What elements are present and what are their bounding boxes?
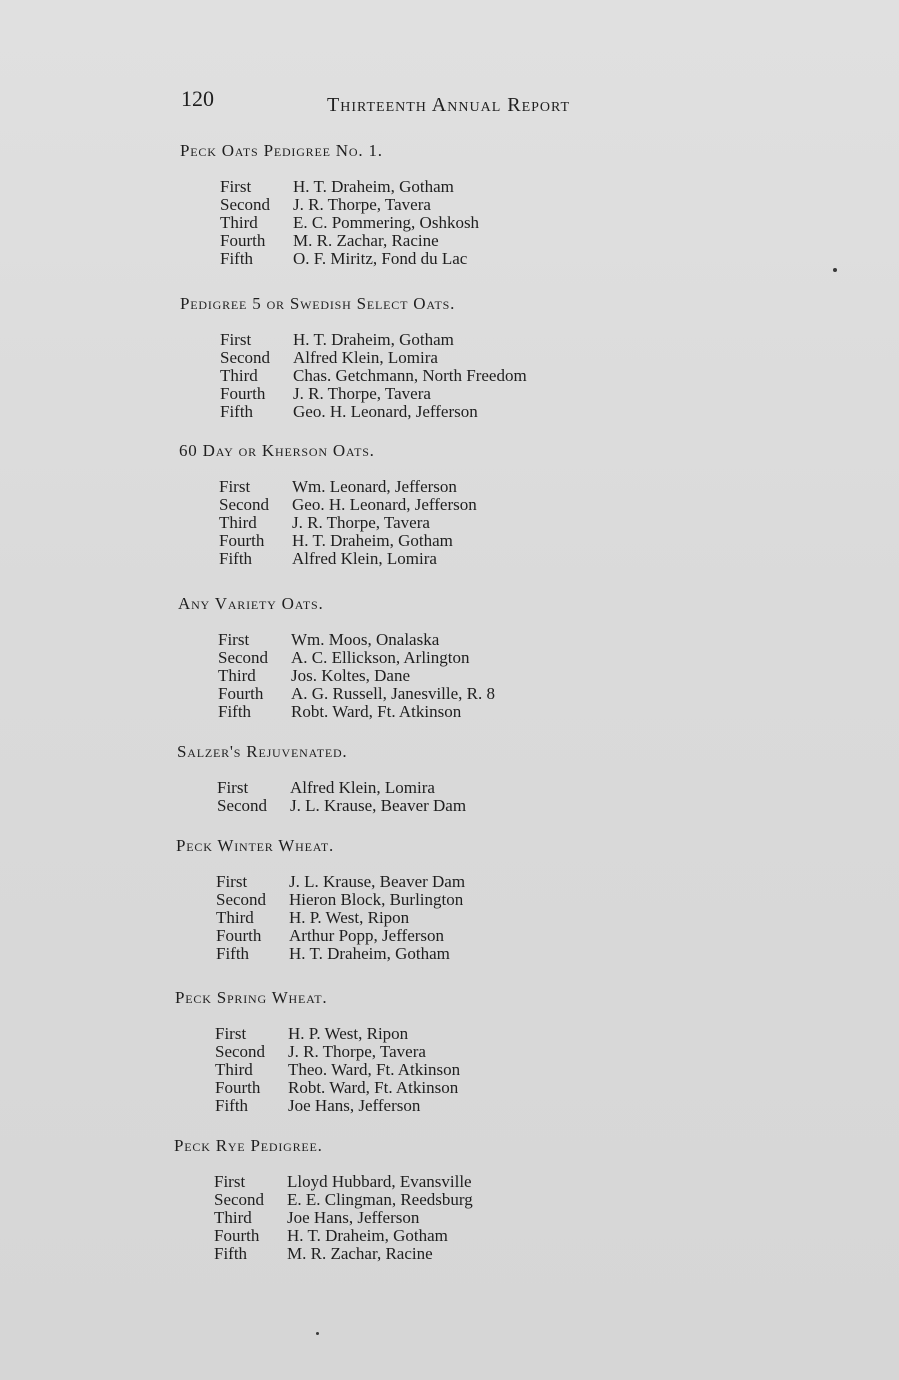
award-entry <box>174 1227 694 1245</box>
place-label: Third <box>215 1060 253 1079</box>
section-title: Salzer's Rejuvenated. <box>177 742 348 761</box>
award-entry <box>178 667 698 685</box>
winner-name: Robt. Ward, Ft. Atkinson <box>291 702 462 721</box>
award-section <box>179 439 699 568</box>
place-label: Second <box>219 495 270 514</box>
award-entry <box>180 250 700 268</box>
winner-name: H. T. Draheim, Gotham <box>293 177 454 196</box>
award-entry <box>179 496 699 514</box>
section-title: Peck Rye Pedigree. <box>174 1136 323 1155</box>
place-label: Third <box>220 213 258 232</box>
place-label: Third <box>218 666 256 685</box>
award-entry <box>180 385 700 403</box>
winner-name: H. T. Draheim, Gotham <box>289 944 450 963</box>
award-entry <box>179 514 699 532</box>
award-list <box>174 1173 694 1263</box>
award-list <box>179 478 699 568</box>
award-entry <box>176 873 696 891</box>
winner-name: Theo. Ward, Ft. Atkinson <box>288 1060 461 1079</box>
award-section <box>180 292 700 421</box>
place-label: First <box>214 1172 246 1191</box>
winner-name: Arthur Popp, Jefferson <box>289 926 445 945</box>
award-entry <box>174 1209 694 1227</box>
winner-name: Robt. Ward, Ft. Atkinson <box>288 1078 459 1097</box>
place-label: First <box>215 1024 247 1043</box>
winner-name: J. L. Krause, Beaver Dam <box>290 796 467 815</box>
place-label: Fourth <box>220 231 266 250</box>
winner-name: H. T. Draheim, Gotham <box>293 330 454 349</box>
award-entry <box>175 1079 695 1097</box>
place-label: Fourth <box>216 926 262 945</box>
place-label: Third <box>214 1208 252 1227</box>
winner-name: A. G. Russell, Janesville, R. 8 <box>291 684 495 703</box>
winner-name: Joe Hans, Jefferson <box>287 1208 420 1227</box>
award-entry <box>176 945 696 963</box>
place-label: Fifth <box>215 1096 249 1115</box>
winner-name: J. R. Thorpe, Tavera <box>292 513 430 532</box>
award-entry <box>178 703 698 721</box>
section-title: Pedigree 5 or Swedish Select Oats. <box>180 294 456 313</box>
award-entry <box>179 478 699 496</box>
place-label: Fifth <box>218 702 252 721</box>
award-entry <box>176 909 696 927</box>
place-label: Fifth <box>216 944 250 963</box>
paper-speck <box>316 1332 319 1335</box>
award-entry <box>175 1043 695 1061</box>
winner-name: Wm. Moos, Onalaska <box>291 630 440 649</box>
award-entry <box>175 1061 695 1079</box>
winner-name: H. T. Draheim, Gotham <box>287 1226 448 1245</box>
winner-name: J. R. Thorpe, Tavera <box>293 195 431 214</box>
place-label: Second <box>220 348 271 367</box>
award-entry <box>178 631 698 649</box>
place-label: Second <box>214 1190 265 1209</box>
winner-name: J. L. Krause, Beaver Dam <box>289 872 466 891</box>
award-entry <box>175 1097 695 1115</box>
place-label: Fourth <box>220 384 266 403</box>
winner-name: J. R. Thorpe, Tavera <box>288 1042 426 1061</box>
winner-name: M. R. Zachar, Racine <box>287 1244 433 1263</box>
award-entry <box>174 1245 694 1263</box>
place-label: Fifth <box>214 1244 248 1263</box>
award-entry <box>176 891 696 909</box>
winner-name: Lloyd Hubbard, Evansville <box>287 1172 472 1191</box>
section-title: Any Variety Oats. <box>178 594 324 613</box>
award-entry <box>180 178 700 196</box>
award-entry <box>180 403 700 421</box>
award-entry <box>176 927 696 945</box>
place-label: First <box>217 778 249 797</box>
winner-name: Alfred Klein, Lomira <box>292 549 437 568</box>
section-title: Peck Oats Pedigree No. 1. <box>180 141 383 160</box>
award-list <box>180 331 700 421</box>
place-label: First <box>216 872 248 891</box>
winner-name: Joe Hans, Jefferson <box>288 1096 421 1115</box>
section-title: Peck Spring Wheat. <box>175 988 328 1007</box>
place-label: Fifth <box>220 402 254 421</box>
award-section <box>177 740 697 815</box>
award-entry <box>175 1025 695 1043</box>
winner-name: O. F. Miritz, Fond du Lac <box>293 249 468 268</box>
award-list <box>176 873 696 963</box>
award-entry <box>177 779 697 797</box>
place-label: Second <box>218 648 269 667</box>
place-label: Fifth <box>220 249 254 268</box>
place-label: First <box>220 177 252 196</box>
award-entry <box>178 685 698 703</box>
section-title: 60 Day or Kherson Oats. <box>179 441 375 460</box>
place-label: Second <box>215 1042 266 1061</box>
winner-name: H. P. West, Ripon <box>289 908 410 927</box>
award-entry <box>180 349 700 367</box>
winner-name: Geo. H. Leonard, Jefferson <box>292 495 477 514</box>
award-section <box>180 139 700 268</box>
award-entry <box>177 797 697 815</box>
place-label: Fourth <box>219 531 265 550</box>
winner-name: A. C. Ellickson, Arlington <box>291 648 470 667</box>
place-label: Second <box>217 796 268 815</box>
place-label: Fifth <box>219 549 253 568</box>
award-list <box>177 779 697 815</box>
place-label: Third <box>219 513 257 532</box>
winner-name: Hieron Block, Burlington <box>289 890 464 909</box>
place-label: Fourth <box>215 1078 261 1097</box>
award-list <box>180 178 700 268</box>
award-entry <box>178 649 698 667</box>
place-label: Fourth <box>218 684 264 703</box>
place-label: Fourth <box>214 1226 260 1245</box>
award-entry <box>180 214 700 232</box>
winner-name: Chas. Getchmann, North Freedom <box>293 366 527 385</box>
award-entry <box>179 550 699 568</box>
winner-name: J. R. Thorpe, Tavera <box>293 384 431 403</box>
winner-name: Alfred Klein, Lomira <box>293 348 438 367</box>
running-head: Thirteenth Annual Report <box>327 94 571 116</box>
award-entry <box>180 196 700 214</box>
place-label: Third <box>220 366 258 385</box>
award-section <box>174 1134 694 1263</box>
page-number: 120 <box>181 86 214 111</box>
award-entry <box>180 232 700 250</box>
award-section <box>176 834 696 963</box>
award-entry <box>174 1191 694 1209</box>
place-label: First <box>218 630 250 649</box>
place-label: Second <box>216 890 267 909</box>
award-entry <box>174 1173 694 1191</box>
winner-name: Alfred Klein, Lomira <box>290 778 435 797</box>
winner-name: H. T. Draheim, Gotham <box>292 531 453 550</box>
place-label: Third <box>216 908 254 927</box>
winner-name: Geo. H. Leonard, Jefferson <box>293 402 478 421</box>
winner-name: M. R. Zachar, Racine <box>293 231 439 250</box>
section-title: Peck Winter Wheat. <box>176 836 335 855</box>
winner-name: E. C. Pommering, Oshkosh <box>293 213 480 232</box>
paper-speck <box>833 268 837 272</box>
winner-name: Jos. Koltes, Dane <box>291 666 410 685</box>
winner-name: Wm. Leonard, Jefferson <box>292 477 457 496</box>
award-entry <box>180 331 700 349</box>
award-list <box>178 631 698 721</box>
place-label: First <box>219 477 251 496</box>
award-section <box>178 592 698 721</box>
award-entry <box>180 367 700 385</box>
award-list <box>175 1025 695 1115</box>
winner-name: E. E. Clingman, Reedsburg <box>287 1190 473 1209</box>
place-label: Second <box>220 195 271 214</box>
place-label: First <box>220 330 252 349</box>
winner-name: H. P. West, Ripon <box>288 1024 409 1043</box>
award-section <box>175 986 695 1115</box>
award-entry <box>179 532 699 550</box>
